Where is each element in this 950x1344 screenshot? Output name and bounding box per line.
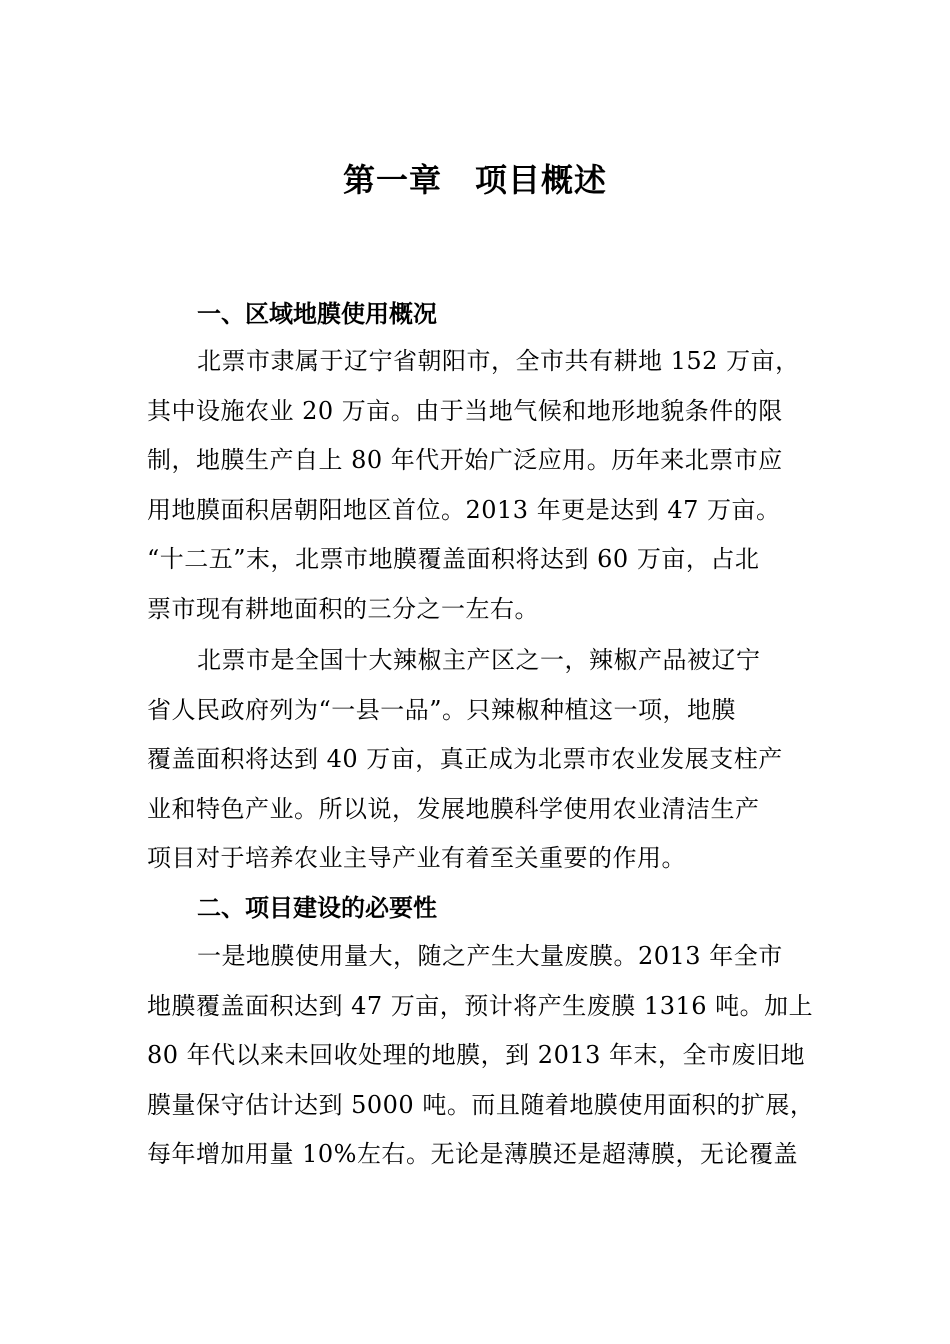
paragraph-line: 覆盖面积将达到 40 万亩，真正成为北票市农业发展支柱产	[147, 745, 783, 773]
paragraph-line: 地膜覆盖面积达到 47 万亩，预计将产生废膜 1316 吨。加上	[147, 991, 814, 1020]
paragraph-line: 北票市是全国十大辣椒主产区之一，辣椒产品被辽宁	[197, 646, 761, 674]
section-heading-1: 一、区域地膜使用概况	[197, 300, 437, 328]
paragraph-line: 北票市隶属于辽宁省朝阳市，全市共有耕地 152 万亩，	[197, 347, 800, 375]
paragraph-line: “十二五”末，北票市地膜覆盖面积将达到 60 万亩，占北	[147, 545, 760, 573]
paragraph-line: 膜量保守估计达到 5000 吨。而且随着地膜使用面积的扩展，	[147, 1090, 815, 1119]
paragraph-line: 80 年代以来未回收处理的地膜，到 2013 年末，全市废旧地	[147, 1041, 806, 1069]
paragraph-line: 用地膜面积居朝阳地区首位。2013 年更是达到 47 万亩。	[147, 495, 781, 524]
paragraph-2	[147, 636, 807, 884]
paragraph-line: 项目对于培养农业主导产业有着至关重要的作用。	[147, 844, 686, 872]
chapter-title: 第一章 项目概述	[342, 161, 607, 199]
paragraph-line: 业和特色产业。所以说，发展地膜科学使用农业清洁生产	[147, 794, 760, 823]
paragraph-line: 每年增加用量 10%左右。无论是薄膜还是超薄膜，无论覆盖	[147, 1140, 798, 1168]
paragraph-line: 一是地膜使用量大，随之产生大量废膜。2013 年全市	[197, 942, 783, 970]
paragraph-line: 票市现有耕地面积的三分之一左右。	[147, 594, 539, 623]
section-heading-2: 二、项目建设的必要性	[197, 894, 437, 922]
paragraph-3	[147, 932, 815, 1180]
paragraph-line: 其中设施农业 20 万亩。由于当地气候和地形地貌条件的限	[147, 396, 783, 425]
paragraph-line: 省人民政府列为“一县一品”。只辣椒种植这一项，地膜	[147, 695, 737, 724]
paragraph-1	[147, 337, 807, 634]
paragraph-line: 制，地膜生产自上 80 年代开始广泛应用。历年来北票市应	[147, 446, 783, 474]
